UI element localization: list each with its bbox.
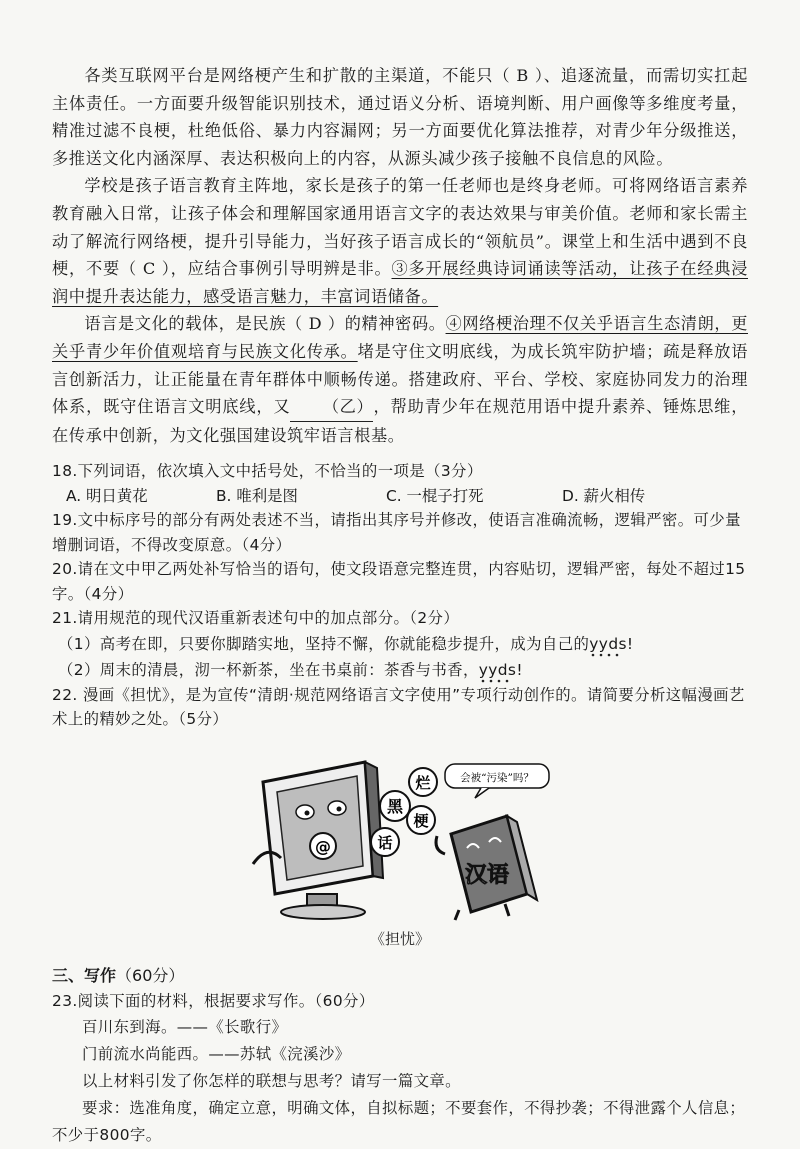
option-a: A. 明日黄花	[66, 486, 148, 505]
writing-requirements: 要求：选准角度，确定立意，明确文体，自拟标题；不要套作，不得抄袭；不得泄露个人信息；不少于800字。	[52, 1098, 746, 1144]
cartoon-illustration	[245, 754, 555, 924]
book-title: 汉语	[464, 862, 510, 889]
cartoon-caption: 《担忧》	[369, 930, 430, 949]
blank-yi: （乙）	[290, 393, 373, 422]
dotted-term-1-text: yyds	[589, 634, 627, 653]
speech-bubble	[445, 764, 549, 798]
paragraph-3-text-a: 语言是文化的载体，是民族（ D ）的精神密码。	[84, 314, 446, 334]
question-21-sentence-1	[52, 631, 748, 657]
paragraph-3-text-b: 堵是守住文明底线，为成长筑牢防护墙；疏是释放语言创新活力，让正能量在青年群体中顺畅传递。搭建政府、平台、学校、家庭协同发力的治理体系，既守住语言文明底线，又	[52, 341, 748, 417]
speech-text: 会被“污染”吗？	[460, 772, 534, 785]
option-c: C. 一棍子打死	[386, 486, 484, 505]
bubble-char-hei: 黑	[386, 797, 404, 817]
at-symbol: @	[315, 837, 331, 857]
underlined-sentence-3: ③多开展经典诗词诵读等活动，让孩子在经典浸润中提升表达能力，感受语言魅力，丰富词语储备。	[52, 259, 748, 306]
question-19: 19.文中标序号的部分有两处表述不当，请指出其序号并修改，使语言准确流畅，逻辑严密。可少量增删词语，不得改变原意。（4分）	[52, 510, 741, 554]
chinese-book-character	[436, 816, 537, 920]
paragraph-3-text-c: ，帮助青少年在规范用语中提升素养、锤炼思维，在传承中创新，为文化强国建设筑牢语言根基。	[52, 397, 748, 445]
sentence-1-end: !	[626, 634, 634, 653]
dotted-term-2-text: yyds	[478, 660, 517, 679]
word-bubbles	[371, 768, 437, 856]
question-23: 23.阅读下面的材料，根据要求写作。（60分）	[52, 992, 375, 1011]
question-18: 18.下列词语，依次填入文中括号处，不恰当的一项是（3分）	[52, 462, 483, 481]
material-line-1: 百川东到海。——《长歌行》	[82, 1017, 288, 1036]
cartoon-figure	[52, 754, 748, 949]
option-d: D. 薪火相传	[562, 486, 646, 505]
underlined-sentence-4: ④网络梗治理不仅关乎语言生态清朗，更关乎青少年价值观培育与民族文化传承。	[52, 314, 748, 361]
dotted-term-1	[589, 635, 627, 653]
material-line-2: 门前流水尚能西。——苏轼《浣溪沙》	[82, 1044, 351, 1063]
writing-section-title	[52, 963, 748, 989]
section-title-text: 三、写作	[52, 966, 117, 986]
sentence-1-text: （1）高考在即，只要你脚踏实地，坚持不懈，你就能稳步提升，成为自己的	[58, 634, 590, 653]
material-line-3: 以上材料引发了你怎样的联想与思考？请写一篇文章。	[82, 1071, 461, 1090]
bubble-char-geng: 梗	[413, 812, 429, 831]
question-22: 22. 漫画《担忧》，是为宣传“清朗·规范网络语言文字使用”专项行动创作的。请简要分析这幅漫画艺术上的精妙之处。（5分）	[52, 685, 745, 729]
question-21-sentence-2	[52, 657, 748, 683]
paragraph-2-text: 学校是孩子语言教育主阵地，家长是孩子的第一任老师也是终身老师。可将网络语言素养教育融入日常，让孩子体会和理解国家通用语言文字的表达效果与审美价值。老师和家长需主动了解流行网络梗，提升引导能力，当好孩子语言成长的“领航员”。课堂上和生活中遇到不良梗，不要（ C ），应结合事例引导明辨是非。	[52, 176, 748, 279]
section-points: （60分）	[116, 966, 185, 986]
option-b: B. 唯利是图	[216, 486, 298, 505]
emphasis-dots-2	[479, 678, 513, 684]
passage-paragraph-1: 各类互联网平台是网络梗产生和扩散的主渠道，不能只（ B ）、追逐流量，而需切实扛起主体责任。一方面要升级智能识别技术，通过语义分析、语境判断、用户画像等多维度考量，精准过滤不良梗，杜绝低俗、暴力内容漏网；另一方面要优化算法推荐，对青少年分级推送，多推送文化内涵深厚、表达积极向上的内容，从源头减少孩子接触不良信息的风险。	[52, 66, 748, 168]
computer-monitor-character	[253, 762, 383, 919]
emphasis-dots-1	[589, 652, 623, 658]
bubble-char-lan: 烂	[415, 774, 431, 793]
bubble-char-hua: 话	[377, 834, 393, 853]
passage-paragraph-3	[52, 310, 748, 449]
question-21: 21.请用规范的现代汉语重新表述句中的加点部分。（2分）	[52, 609, 460, 628]
sentence-2-end: !	[516, 660, 523, 679]
passage-paragraph-2	[52, 172, 748, 310]
question-18-options	[66, 484, 748, 508]
dotted-term-2	[479, 661, 517, 679]
question-20: 20.请在文中甲乙两处补写恰当的语句，使文段语意完整连贯，内容贴切，逻辑严密，每处不超过15字。（4分）	[52, 560, 746, 603]
sentence-2-text: （2）周末的清晨，沏一杯新茶，坐在书桌前：茶香与书香，	[58, 660, 479, 679]
